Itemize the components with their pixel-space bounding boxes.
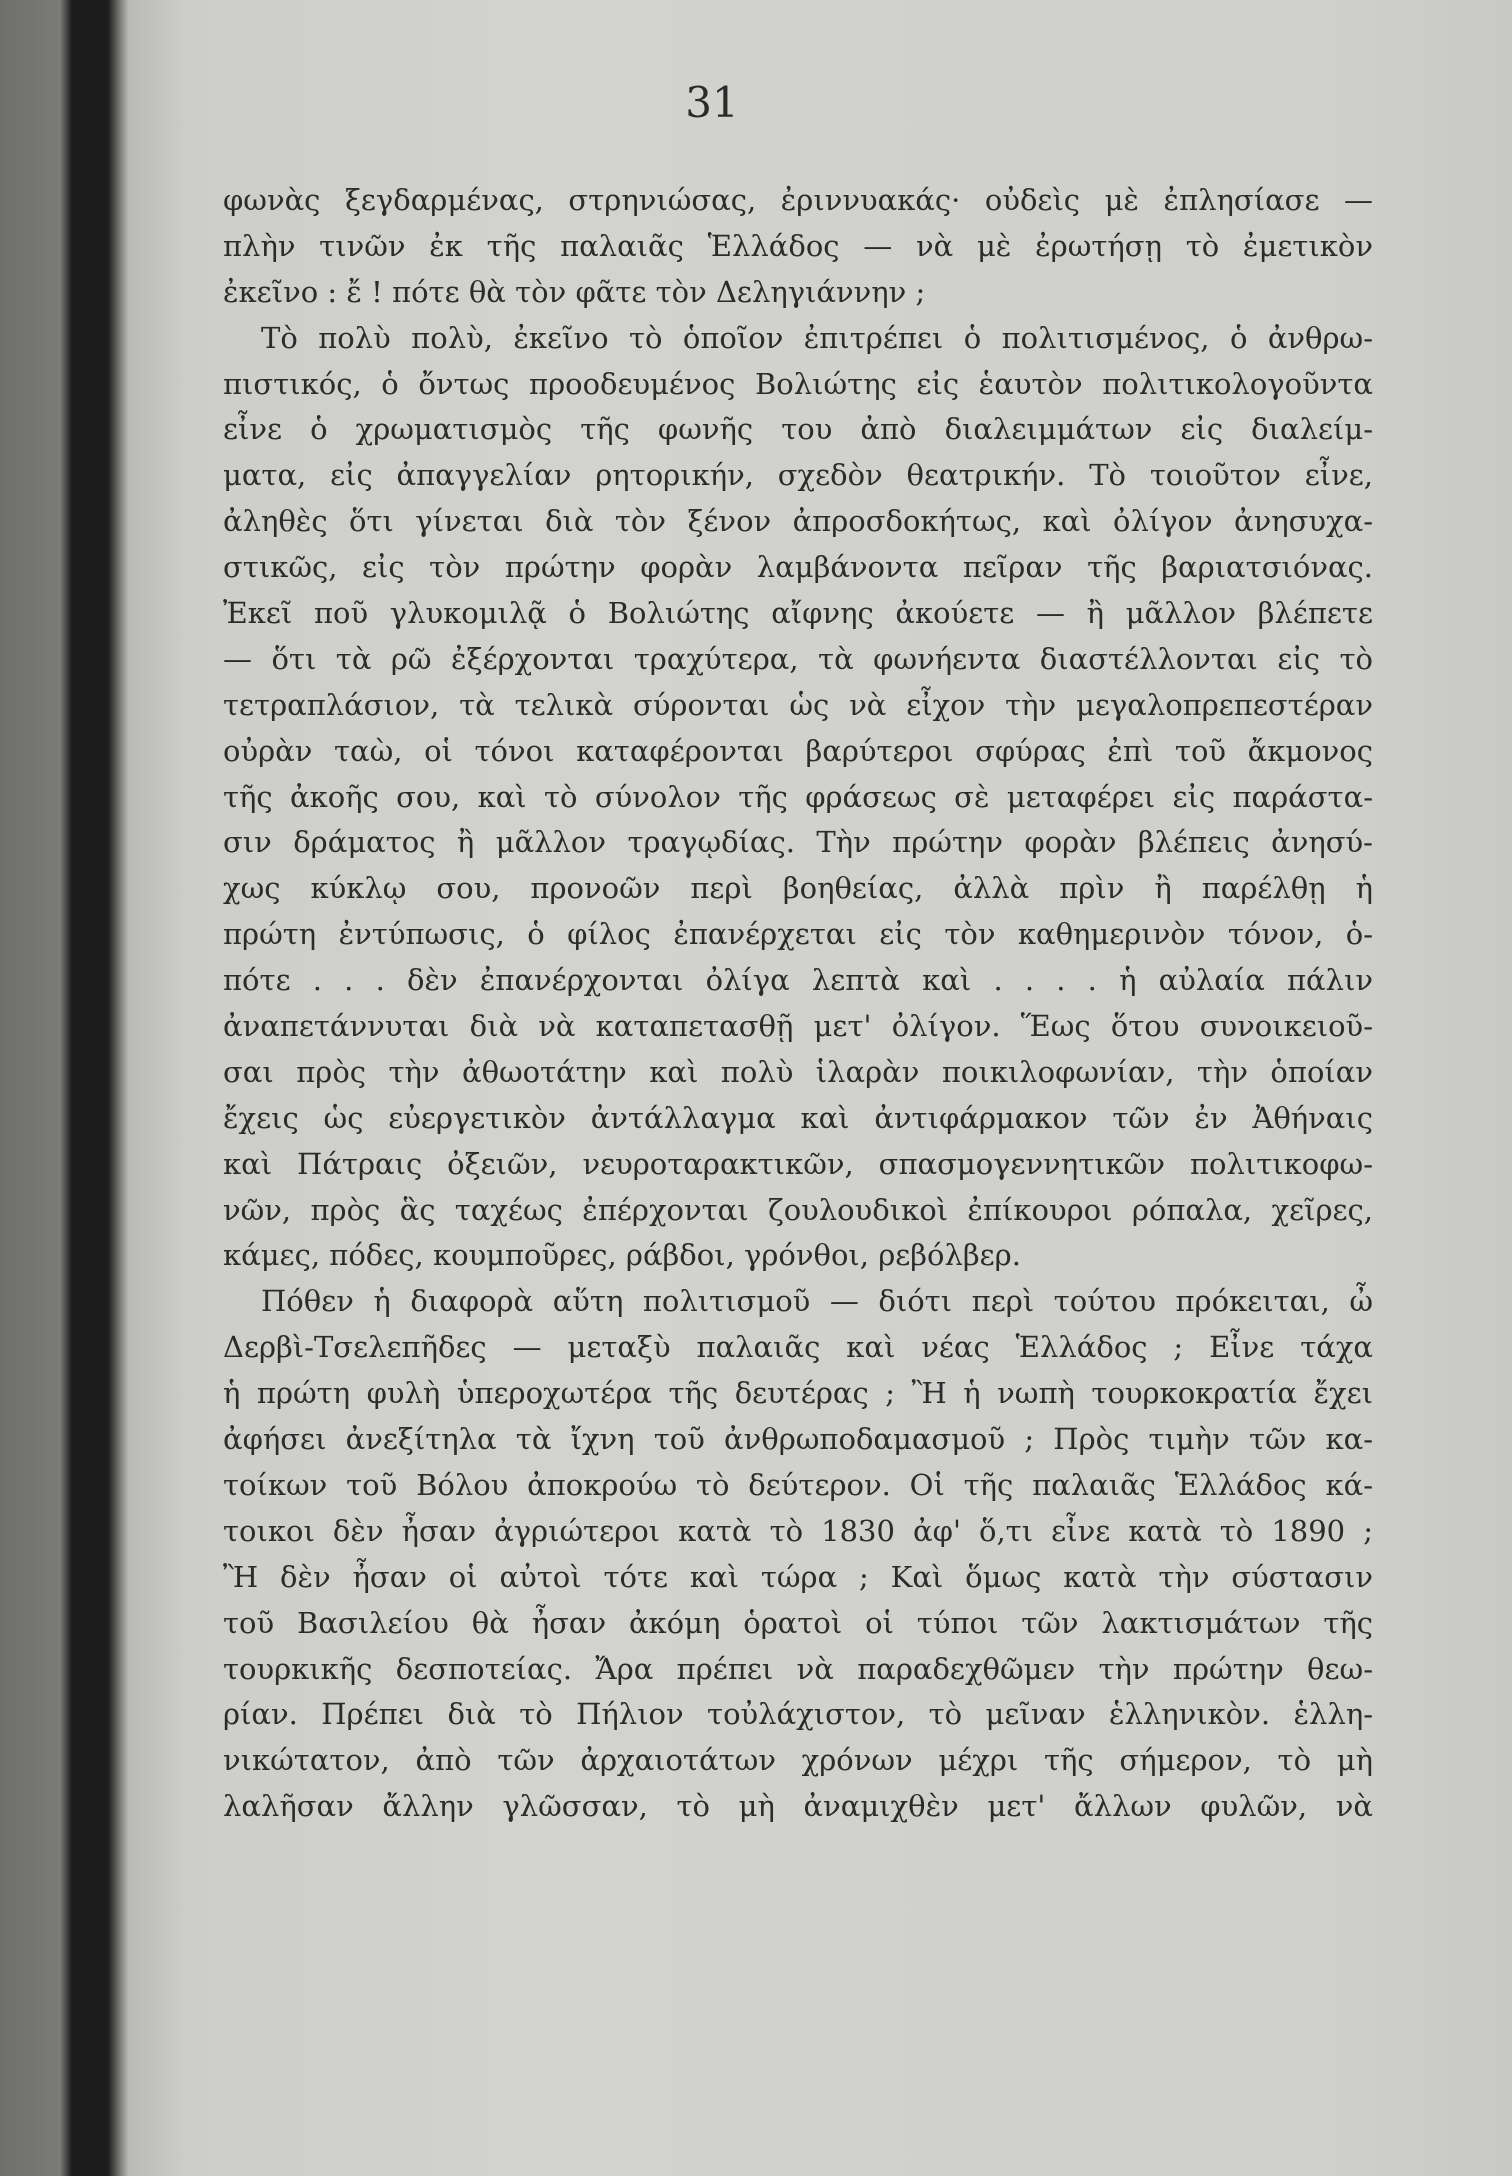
text-line: Δερβὶ-Τσελεπῆδες — μεταξὺ παλαιᾶς καὶ νέας Ἑλλάδος ; Εἶνε τάχα: [223, 1330, 1373, 1365]
text-line: — ὅτι τὰ ρῶ ἐξέρχονται τραχύτερα, τὰ φωνήεντα διαστέλλονται εἰς τὸ: [223, 641, 1373, 676]
page-number: 31: [685, 78, 739, 127]
text-line: οὐρὰν ταὼ, οἱ τόνοι καταφέρονται βαρύτεροι σφύρας ἐπὶ τοῦ ἄκμονος: [223, 733, 1373, 768]
text-line: καὶ Πάτραις ὀξειῶν, νευροταρακτικῶν, σπασμογεννητικῶν πολιτικοφω-: [223, 1146, 1373, 1181]
text-line: Τὸ πολὺ πολὺ, ἐκεῖνο τὸ ὁποῖον ἐπιτρέπει ὁ πολιτισμένος, ὁ ἀνθρω-: [261, 320, 1373, 355]
text-line: ἡ πρώτη φυλὴ ὑπεροχωτέρα τῆς δευτέρας ; Ἢ ἡ νωπὴ τουρκοκρατία ἔχει: [223, 1376, 1373, 1411]
text-line: τῆς ἀκοῆς σου, καὶ τὸ σύνολον τῆς φράσεως σὲ μεταφέρει εἰς παράστα-: [223, 779, 1373, 814]
text-line: λαλῆσαν ἄλλην γλῶσσαν, τὸ μὴ ἀναμιχθὲν μετ' ἄλλων φυλῶν, νὰ: [223, 1789, 1373, 1824]
text-line: Ἢ δὲν ἦσαν οἱ αὐτοὶ τότε καὶ τώρα ; Καὶ ὅμως κατὰ τὴν σύστασιν: [223, 1559, 1373, 1594]
text-line: ἀναπετάννυται διὰ νὰ καταπετασθῇ μετ' ὀλίγον. Ἕως ὅτου συνοικειοῦ-: [223, 1009, 1373, 1044]
text-line: τοίκων τοῦ Βόλου ἀποκρούω τὸ δεύτερον. Οἱ τῆς παλαιᾶς Ἑλλάδος κά-: [223, 1467, 1373, 1502]
text-line: τοικοι δὲν ἦσαν ἀγριώτεροι κατὰ τὸ 1830 ἀφ' ὅ,τι εἶνε κατὰ τὸ 1890 ;: [223, 1513, 1373, 1548]
text-line: Πόθεν ἡ διαφορὰ αὕτη πολιτισμοῦ — διότι περὶ τούτου πρόκειται, ὦ: [261, 1284, 1373, 1319]
text-line: σιν δράματος ἢ μᾶλλον τραγῳδίας. Τὴν πρώτην φορὰν βλέπεις ἀνησύ-: [223, 825, 1373, 860]
text-line: νικώτατον, ἀπὸ τῶν ἀρχαιοτάτων χρόνων μέχρι τῆς σήμερον, τὸ μὴ: [223, 1743, 1373, 1778]
text-line: χως κύκλῳ σου, προνοῶν περὶ βοηθείας, ἀλλὰ πρὶν ἢ παρέλθῃ ἡ: [223, 871, 1373, 906]
text-line: πιστικός, ὁ ὄντως προοδευμένος Βολιώτης εἰς ἑαυτὸν πολιτικολογοῦντα: [223, 366, 1373, 401]
text-line: ἐκεῖνο : ἔ ! πότε θὰ τὸν φᾶτε τὸν Δεληγιάννην ;: [223, 274, 926, 309]
text-line: τετραπλάσιον, τὰ τελικὰ σύρονται ὡς νὰ εἶχον τὴν μεγαλοπρεπεστέραν: [223, 687, 1373, 722]
text-line: σαι πρὸς τὴν ἀθωοτάτην καὶ πολὺ ἱλαρὰν ποικιλοφωνίαν, τὴν ὁποίαν: [223, 1054, 1373, 1089]
text-line: ρίαν. Πρέπει διὰ τὸ Πήλιον τοὐλάχιστον, τὸ μεῖναν ἑλληνικὸν. ἑλλη-: [223, 1697, 1373, 1732]
text-line: κάμες, πόδες, κουμποῦρες, ράβδοι, γρόνθοι, ρεβόλβερ.: [223, 1238, 1021, 1273]
text-line: Ἐκεῖ ποῦ γλυκομιλᾷ ὁ Βολιώτης αἴφνης ἀκούετε — ἢ μᾶλλον βλέπετε: [223, 596, 1373, 631]
text-line: τοῦ Βασιλείου θὰ ἦσαν ἀκόμη ὁρατοὶ οἱ τύποι τῶν λακτισμάτων τῆς: [223, 1605, 1373, 1640]
text-line: ἀληθὲς ὅτι γίνεται διὰ τὸν ξένον ἀπροσδοκήτως, καὶ ὀλίγον ἀνησυχα-: [223, 504, 1373, 539]
text-line: φωνὰς ξεγδαρμένας, στρηνιώσας, ἐριννυακάς· οὐδεὶς μὲ ἐπλησίασε —: [223, 183, 1373, 217]
text-line: ἀφήσει ἀνεξίτηλα τὰ ἴχνη τοῦ ἀνθρωποδαμασμοῦ ; Πρὸς τιμὴν τῶν κα-: [223, 1422, 1373, 1457]
book-spine-shadow: [0, 0, 128, 2176]
text-line: νῶν, πρὸς ἃς ταχέως ἐπέρχονται ζουλουδικοὶ ἐπίκουροι ρόπαλα, χεῖρες,: [223, 1192, 1373, 1227]
text-line: τουρκικῆς δεσποτείας. Ἄρα πρέπει νὰ παραδεχθῶμεν τὴν πρώτην θεω-: [223, 1651, 1373, 1686]
text-line: εἶνε ὁ χρωματισμὸς τῆς φωνῆς του ἀπὸ διαλειμμάτων εἰς διαλείμ-: [223, 412, 1373, 447]
text-line: ματα, εἰς ἀπαγγελίαν ρητορικήν, σχεδὸν θεατρικήν. Τὸ τοιοῦτον εἶνε,: [223, 458, 1373, 493]
text-line: ἔχεις ὡς εὐεργετικὸν ἀντάλλαγμα καὶ ἀντιφάρμακον τῶν ἐν Ἀθήναις: [223, 1100, 1373, 1135]
body-text: [223, 178, 1373, 1830]
text-line: πλὴν τινῶν ἐκ τῆς παλαιᾶς Ἑλλάδος — νὰ μὲ ἐρωτήσῃ τὸ ἐμετικὸν: [223, 228, 1373, 263]
text-line: πρώτη ἐντύπωσις, ὁ φίλος ἐπανέρχεται εἰς τὸν καθημερινὸν τόνον, ὁ-: [223, 917, 1373, 952]
text-line: πότε . . . δὲν ἐπανέρχονται ὀλίγα λεπτὰ καὶ . . . . ἡ αὐλαία πάλιν: [223, 963, 1373, 998]
text-line: στικῶς, εἰς τὸν πρώτην φορὰν λαμβάνοντα πεῖραν τῆς βαριατσιόνας.: [223, 550, 1373, 585]
